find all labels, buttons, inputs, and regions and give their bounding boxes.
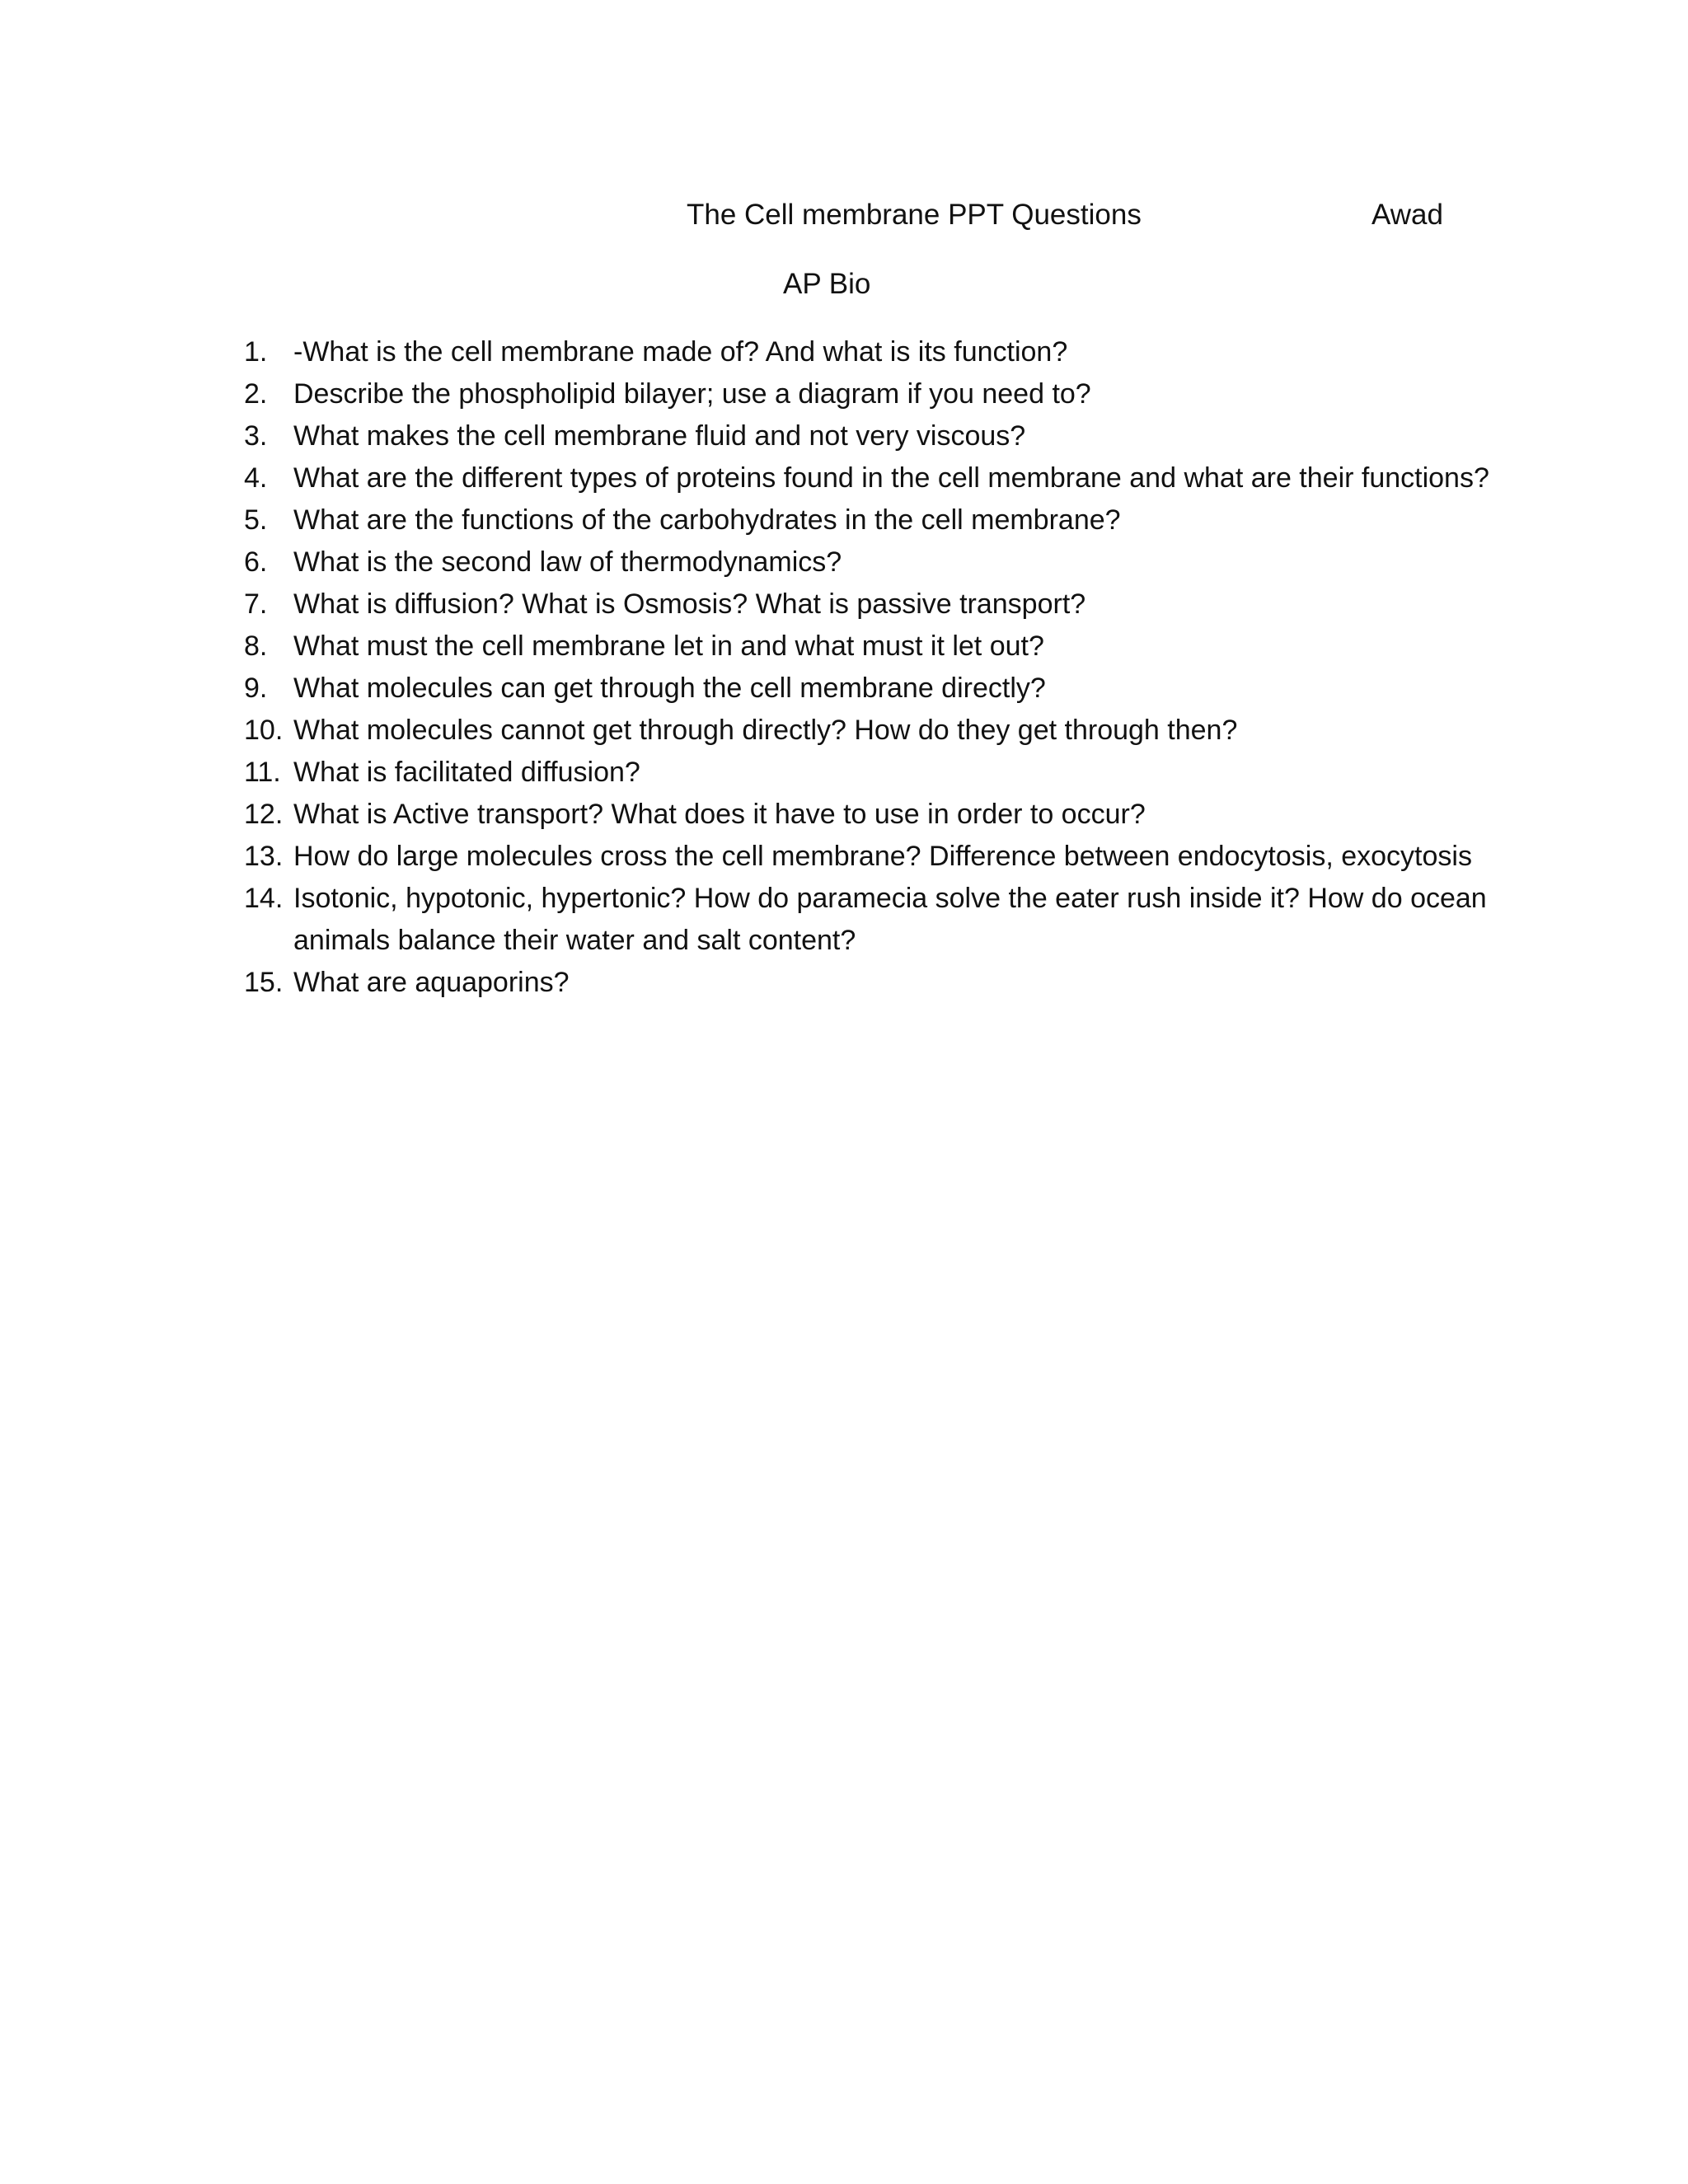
- question-text: What makes the cell membrane fluid and not very viscous?: [293, 420, 1026, 452]
- document-title: The Cell membrane PPT Questions: [687, 199, 1142, 231]
- question-item: [244, 331, 1505, 373]
- question-number: 2.: [244, 378, 268, 410]
- question-list: [244, 331, 1505, 1004]
- question-item: [244, 962, 1505, 1004]
- question-text: What are the different types of proteins found in the cell membrane and what are their functions?: [293, 462, 1489, 494]
- question-text: -What is the cell membrane made of? And what is its function?: [293, 336, 1068, 368]
- question-item: [244, 668, 1505, 710]
- question-text: What are the functions of the carbohydrates in the cell membrane?: [293, 504, 1121, 536]
- question-text: What is diffusion? What is Osmosis? What is passive transport?: [293, 588, 1086, 620]
- question-number: 1.: [244, 336, 268, 368]
- question-text: How do large molecules cross the cell membrane? Difference between endocytosis, exocytosis: [293, 841, 1472, 872]
- question-number: 6.: [244, 546, 268, 578]
- question-item: [244, 752, 1505, 794]
- question-item: [244, 499, 1505, 541]
- question-number: 10.: [244, 715, 284, 746]
- question-text: Describe the phospholipid bilayer; use a diagram if you need to?: [293, 378, 1091, 410]
- question-item: [244, 710, 1505, 752]
- question-number: 4.: [244, 462, 268, 494]
- question-number: 11.: [244, 757, 281, 788]
- question-text: What is Active transport? What does it have to use in order to occur?: [293, 799, 1146, 830]
- question-item: [244, 794, 1505, 836]
- question-item: [244, 541, 1505, 583]
- question-item: [244, 415, 1505, 457]
- question-text: What are aquaporins?: [293, 967, 570, 998]
- question-text: What molecules cannot get through directly? How do they get through then?: [293, 715, 1238, 746]
- question-number: 15.: [244, 967, 284, 998]
- question-item: [244, 583, 1505, 626]
- question-text: What must the cell membrane let in and what must it let out?: [293, 630, 1044, 662]
- question-number: 5.: [244, 504, 268, 536]
- question-item: [244, 836, 1505, 878]
- question-item: [244, 373, 1505, 415]
- question-number: 12.: [244, 799, 284, 830]
- question-number: 13.: [244, 841, 284, 872]
- course-subtitle: AP Bio: [783, 268, 871, 300]
- question-item: [244, 626, 1505, 668]
- author-name: Awad: [1372, 199, 1443, 231]
- question-number: 7.: [244, 588, 268, 620]
- question-text: What molecules can get through the cell membrane directly?: [293, 673, 1046, 704]
- question-number: 8.: [244, 630, 268, 662]
- question-number: 14.: [244, 883, 284, 914]
- question-text: Isotonic, hypotonic, hypertonic? How do paramecia solve the eater rush inside it? How do ocean animals balance their water and salt content?: [293, 883, 1487, 956]
- question-text: What is the second law of thermodynamics?: [293, 546, 842, 578]
- question-item: [244, 457, 1505, 499]
- question-number: 9.: [244, 673, 268, 704]
- question-number: 3.: [244, 420, 268, 452]
- question-item: [244, 878, 1505, 962]
- question-text: What is facilitated diffusion?: [293, 757, 640, 788]
